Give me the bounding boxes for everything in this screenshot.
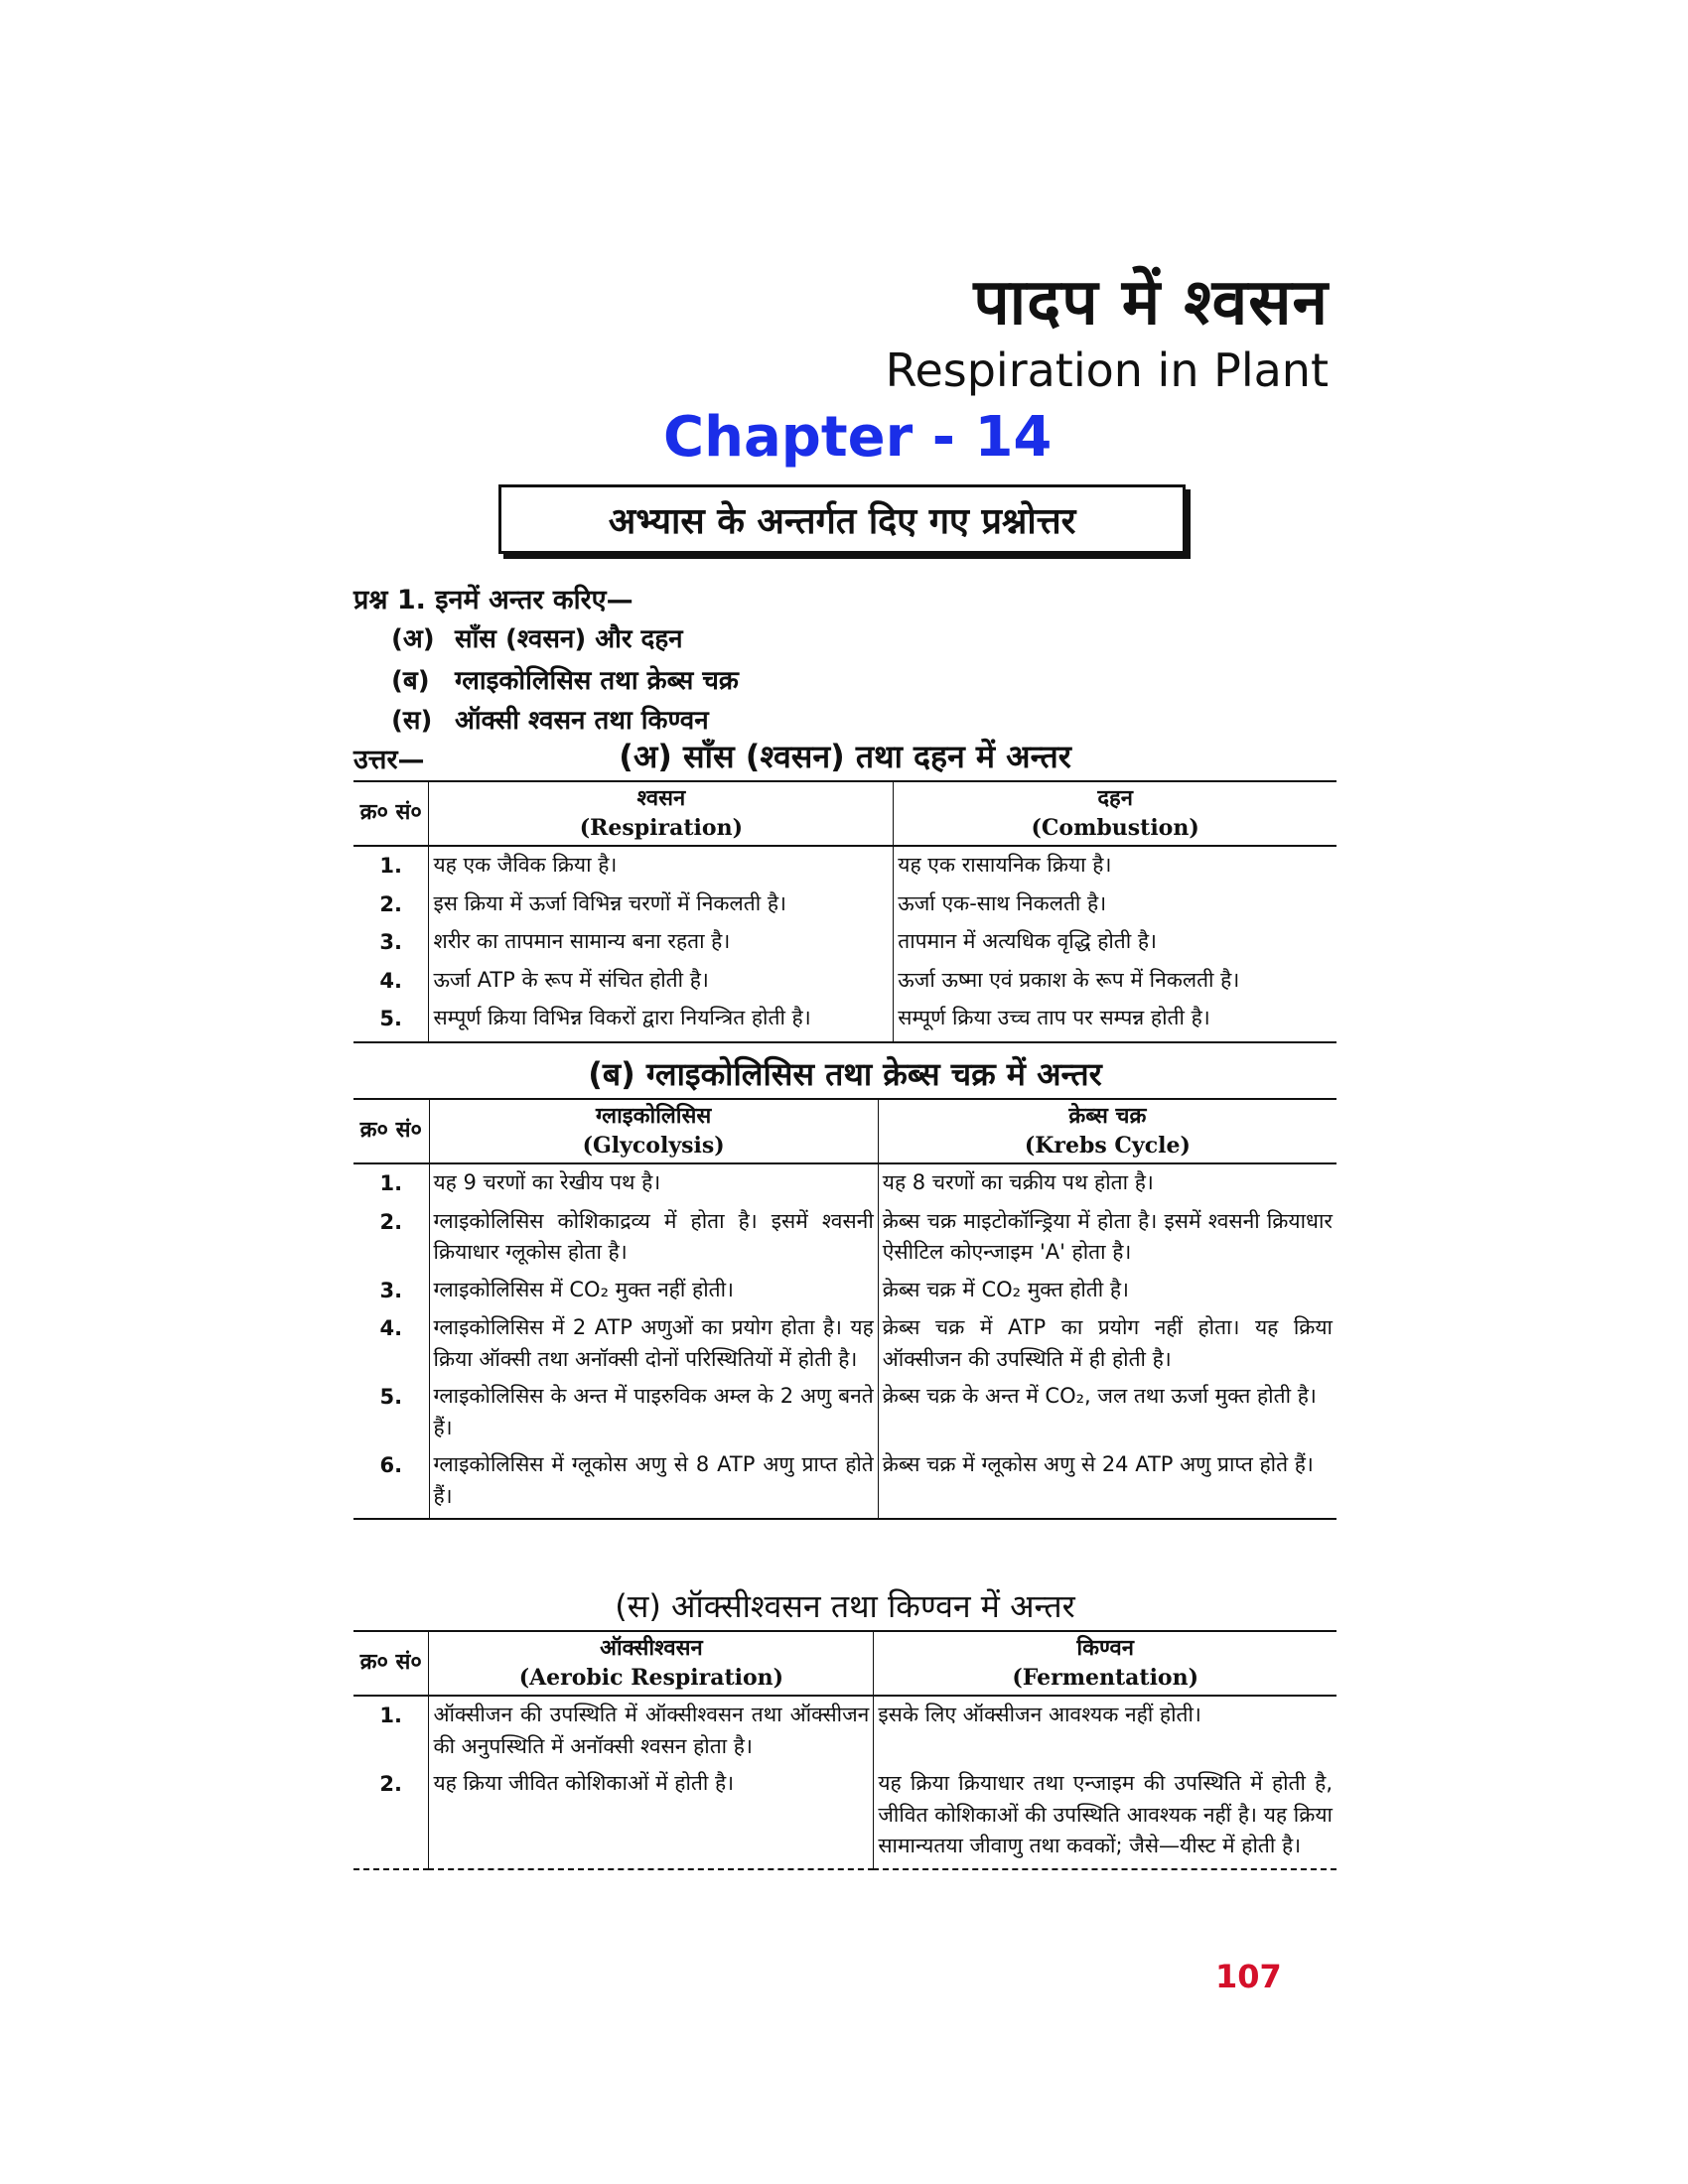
question-item-text: ग्लाइकोलिसिस तथा क्रेब्स चक्र [455, 666, 739, 696]
table-row: 2. ग्लाइकोलिसिस कोशिकाद्रव्य में होता है। इसमें श्वसनी क्रियाधार ग्लूकोस होता है। क्रेब्स चक्र माइटोकॉन्ड्रिया में होता है। इसमें श्वसनी क्रियाधार ऐसीटिल कोएन्जाइम 'A' होता है। [353, 1203, 1336, 1272]
question-item [391, 701, 709, 737]
table-c [353, 1630, 1336, 1870]
chapter-title-hindi: पादप में श्वसन [973, 266, 1329, 340]
chapter-title-english: Respiration in Plant [885, 343, 1329, 397]
col-krebs-header: क्रेब्स चक्र (Krebs Cycle) [878, 1099, 1336, 1163]
chapter-number: Chapter - 14 [663, 405, 1053, 470]
question-item-text: साँस (श्वसन) और दहन [455, 624, 683, 654]
table-row: 1. ऑक्सीजन की उपस्थिति में ऑक्सीश्वसन तथा ऑक्सीजन की अनुपस्थिति में अनॉक्सी श्वसन होता है। इसके लिए ऑक्सीजन आवश्यक नहीं होती। [353, 1696, 1336, 1765]
table-row: 4. ग्लाइकोलिसिस में 2 ATP अणुओं का प्रयोग होता है। यह क्रिया ऑक्सी तथा अनॉक्सी दोनों परिस्थितियों में होती है। क्रेब्स चक्र में ATP का प्रयोग नहीं होता। यह क्रिया ऑक्सीजन की उपस्थिति में ही होती है। [353, 1309, 1336, 1378]
table-row: 6. ग्लाइकोलिसिस में ग्लूकोस अणु से 8 ATP अणु प्राप्त होते हैं। क्रेब्स चक्र में ग्लूकोस अणु से 24 ATP अणु प्राप्त होते हैं। [353, 1446, 1336, 1519]
table-row: 1. यह 9 चरणों का रेखीय पथ है। यह 8 चरणों का चक्रीय पथ होता है। [353, 1163, 1336, 1203]
answer-label: उत्तर— [353, 745, 425, 775]
table-row: 2. यह क्रिया जीवित कोशिकाओं में होती है। यह क्रिया क्रियाधार तथा एन्जाइम की उपस्थिति में होती है, जीवित कोशिकाओं की उपस्थिति आवश्यक नहीं है। यह क्रिया सामान्यतया जीवाणु तथा कवकों; जैसे—यीस्ट में होती है। [353, 1765, 1336, 1869]
col-serial-header: क्र० सं० [353, 1631, 429, 1696]
col-combustion-header: दहन (Combustion) [894, 781, 1336, 846]
table-row: 2. इस क्रिया में ऊर्जा विभिन्न चरणों में निकलती है। ऊर्जा एक-साथ निकलती है। [353, 886, 1336, 924]
page-number: 107 [1215, 1958, 1282, 1995]
col-serial-header: क्र० सं० [353, 781, 429, 846]
question-item-marker: (अ) [391, 624, 435, 654]
table-b-heading: (ब) ग्लाइकोलिसिस तथा क्रेब्स चक्र में अन्तर [588, 1055, 1102, 1093]
col-aerobic-header: ऑक्सीश्वसन (Aerobic Respiration) [429, 1631, 874, 1696]
question-item [391, 661, 739, 697]
col-glycolysis-header: ग्लाइकोलिसिस (Glycolysis) [429, 1099, 878, 1163]
question-item-text: ऑक्सी श्वसन तथा किण्वन [455, 706, 709, 736]
exercise-heading-box [498, 484, 1186, 554]
question-label: प्रश्न 1. इनमें अन्तर करिए— [353, 585, 633, 615]
table-row: 3. ग्लाइकोलिसिस में CO₂ मुक्त नहीं होती। क्रेब्स चक्र में CO₂ मुक्त होती है। [353, 1272, 1336, 1310]
table-a-heading: (अ) साँस (श्वसन) तथा दहन में अन्तर [619, 738, 1071, 775]
table-b [353, 1098, 1336, 1520]
question-item [391, 619, 683, 655]
exercise-heading-text: अभ्यास के अन्तर्गत दिए गए प्रश्नोत्तर [608, 500, 1076, 542]
col-respiration-header: श्वसन (Respiration) [429, 781, 894, 846]
table-row: 5. सम्पूर्ण क्रिया विभिन्न विकरों द्वारा नियन्त्रित होती है। सम्पूर्ण क्रिया उच्च ताप पर सम्पन्न होती है। [353, 1000, 1336, 1042]
table-a [353, 780, 1336, 1043]
table-header-row [353, 1099, 1336, 1163]
table-row: 3. शरीर का तापमान सामान्य बना रहता है। तापमान में अत्यधिक वृद्धि होती है। [353, 923, 1336, 962]
question-item-marker: (स) [391, 706, 433, 736]
question-item-marker: (ब) [391, 666, 430, 696]
table-row: 5. ग्लाइकोलिसिस के अन्त में पाइरुविक अम्ल के 2 अणु बनते हैं। क्रेब्स चक्र के अन्त में CO₂, जल तथा ऊर्जा मुक्त होती है। [353, 1378, 1336, 1446]
table-row: 4. ऊर्जा ATP के रूप में संचित होती है। ऊर्जा ऊष्मा एवं प्रकाश के रूप में निकलती है। [353, 962, 1336, 1001]
table-c-heading: (स) ऑक्सीश्वसन तथा किण्वन में अन्तर [615, 1587, 1075, 1625]
table-header-row [353, 1631, 1336, 1696]
col-fermentation-header: किण्वन (Fermentation) [874, 1631, 1336, 1696]
table-header-row [353, 781, 1336, 846]
table-row: 1. यह एक जैविक क्रिया है। यह एक रासायनिक क्रिया है। [353, 846, 1336, 886]
col-serial-header: क्र० सं० [353, 1099, 429, 1163]
